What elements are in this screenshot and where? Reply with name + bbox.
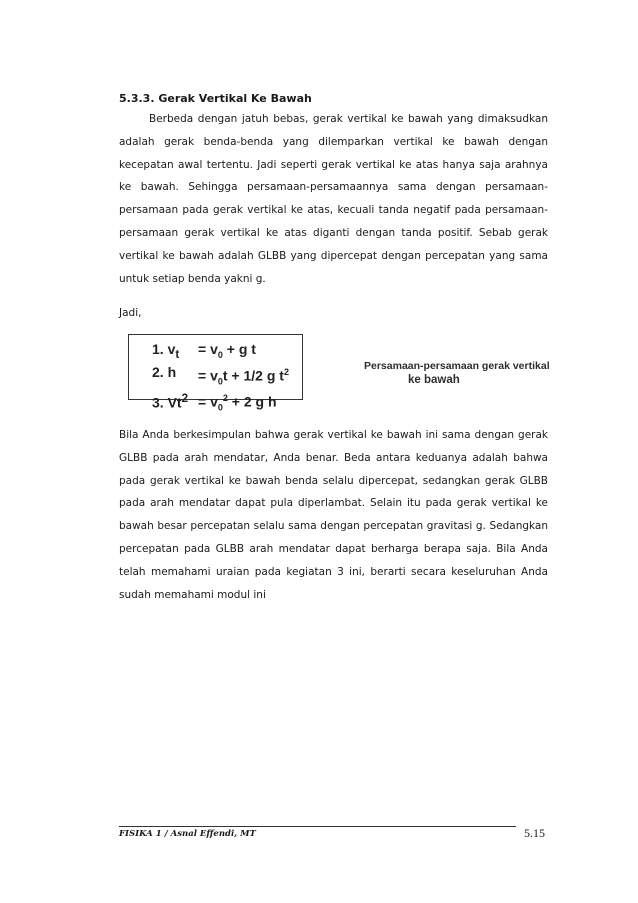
- equations-box: [128, 334, 303, 413]
- paragraph-intro-text: Berbeda dengan jatuh bebas, gerak vertikal ke bawah yang dimaksudkan adalah gerak benda-benda yang dilemparkan vertikal ke bawah dengan kecepatan awal tertentu. Jadi seperti gerak vertikal ke atas hanya saja arahnya ke bawah. Sehingga persamaan-persamaannya sama dengan persamaan-persamaan pada gerak vertikal ke atas, kecuali tanda negatif pada persamaan-persamaan gerak vertikal ke atas diganti dengan tanda positif. Sebab gerak vertikal ke bawah adalah GLBB yang dipercepat dengan percepatan yang sama untuk setiap benda yakni g.: [119, 113, 548, 285]
- jadi-label: Jadi,: [119, 307, 142, 319]
- equation-3: 3. Vt$^2$ = $v_0^2 + 2$ g h: [152, 392, 277, 413]
- equations-caption: [364, 360, 579, 386]
- section-heading: 5.3.3. Gerak Vertikal Ke Bawah: [119, 92, 312, 105]
- paragraph-intro: [119, 108, 548, 290]
- paragraph-conclusion: Bila Anda berkesimpulan bahwa gerak vertikal ke bawah ini sama dengan gerak GLBB pada arah mendatar, Anda benar. Beda antara keduanya adalah bahwa pada gerak vertikal ke bawah benda selalu dipercepat, sedangkan gerak GLBB pada arah mendatar dapat pula diperlambat. Selain itu pada gerak vertikal ke bawah besar percepatan selalu sama dengan percepatan gravitasi g. Sedangkan percepatan pada GLBB arah mendatar dapat berharga berapa saja. Bila Anda telah memahami uraian pada kegiatan 3 ini, berarti secara keseluruhan Anda sudah memahami modul ini: [119, 429, 548, 601]
- page-number: 5.15: [524, 826, 545, 840]
- caption-line-2: ke bawah: [408, 374, 460, 386]
- caption-line-1: Persamaan-persamaan gerak vertikal: [364, 360, 550, 372]
- footer-author: FISIKA 1 / Asnal Effendi, MT: [119, 829, 256, 839]
- equation-2: 2. h = $v_0t + 1/2$ g $t^2$: [152, 363, 289, 387]
- footer-divider: [119, 826, 516, 827]
- equation-1: 1. $v_t$ = $v_0 + g$ t: [152, 341, 256, 361]
